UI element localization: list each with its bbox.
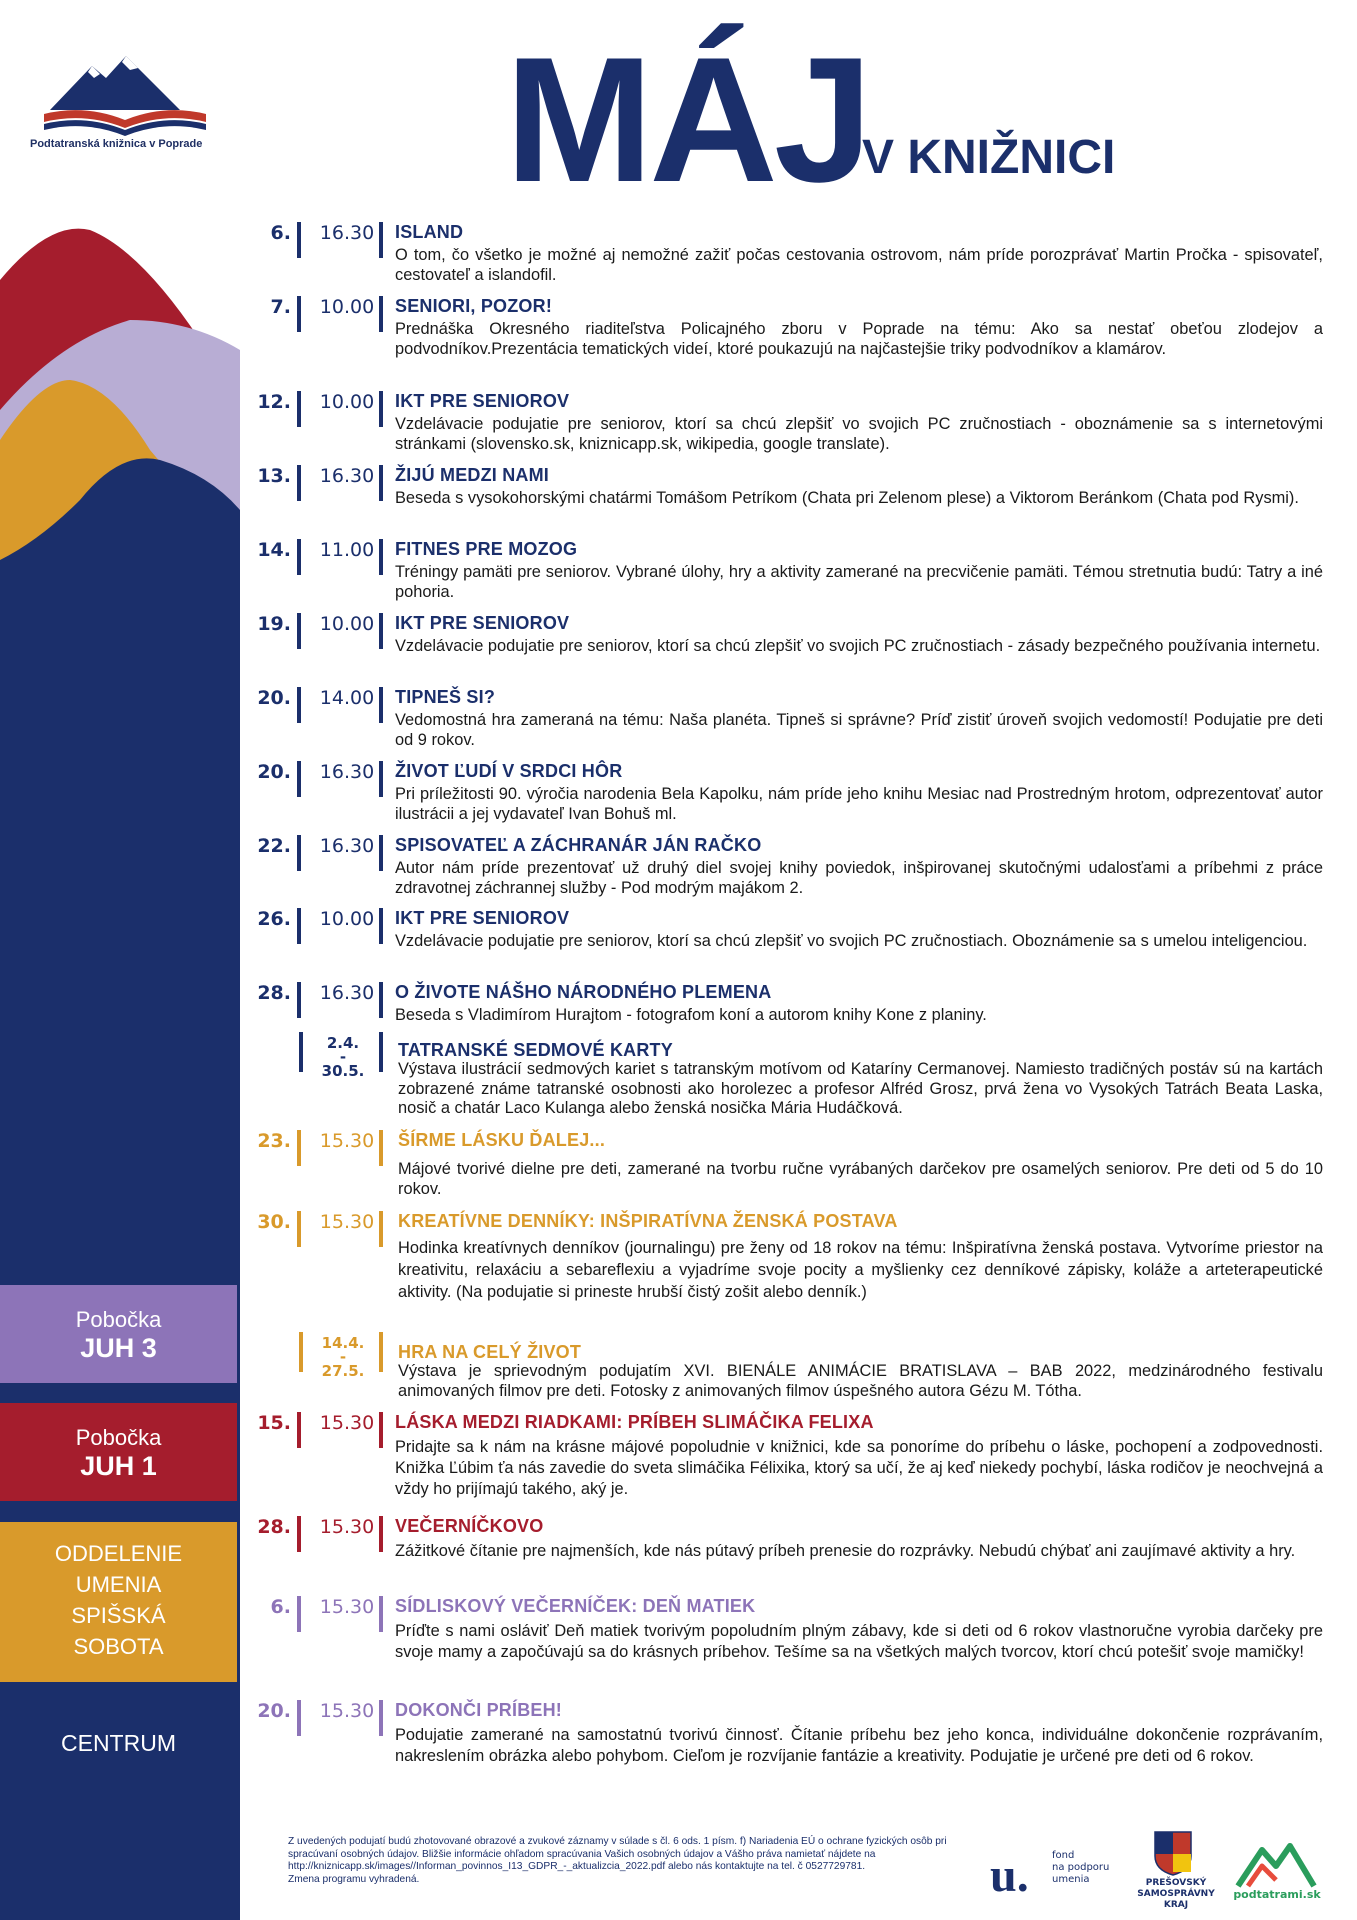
divider <box>297 613 301 649</box>
branch-umenie-line4: SOBOTA <box>73 1634 164 1659</box>
divider <box>297 908 301 944</box>
footer-gdpr-note <box>288 1836 968 1886</box>
divider <box>297 391 301 427</box>
divider <box>379 835 383 871</box>
event-title: SENIORI, POZOR! <box>395 296 553 316</box>
psk-coat-of-arms-icon <box>1153 1830 1193 1876</box>
title-sub: V KNIŽNICI <box>862 131 1116 184</box>
branch-centrum-line1: CENTRUM <box>61 1730 176 1756</box>
event-title: ISLAND <box>395 222 464 242</box>
divider <box>379 908 383 944</box>
event-day: 12. <box>257 391 291 413</box>
range-separator: - <box>339 1348 347 1366</box>
branch-juh1-label <box>0 1403 237 1501</box>
event-time: 16.30 <box>319 222 375 244</box>
divider <box>379 1700 383 1736</box>
event-day: 30. <box>257 1211 291 1233</box>
event-time: 10.00 <box>319 613 375 635</box>
event-title: O ŽIVOTE NÁŠHO NÁRODNÉHO PLEMENA <box>395 982 772 1002</box>
divider <box>379 1032 383 1072</box>
event-title: HRA NA CELÝ ŽIVOT <box>398 1342 582 1362</box>
event-day: 6. <box>270 1596 291 1618</box>
divider <box>297 465 301 501</box>
event-time: 15.30 <box>319 1516 375 1538</box>
event-title: ŠÍRME LÁSKU ĎALEJ... <box>398 1130 606 1150</box>
event-time: 16.30 <box>319 465 375 487</box>
psk-line1: PREŠOVSKÝ <box>1145 1878 1207 1888</box>
event-description: Prednáška Okresného riaditeľstva Policajného zboru v Poprade na tému: Ako sa nestať obeťou zlodejov a podvodníkov.Prezentácia tematických videí, ktoré poukazujú na najčastejšie triky podvodníkov a klamárov. <box>395 320 1323 358</box>
podtatrami-logo-icon <box>1232 1836 1320 1892</box>
branch-juh3-line1: Pobočka <box>75 1307 162 1332</box>
event-time: 14.00 <box>319 687 375 709</box>
divider <box>297 1700 301 1736</box>
divider <box>379 391 383 427</box>
event-description: Beseda s Vladimírom Hurajtom - fotografom koní a autorom knihy Kone z planiny. <box>395 1006 987 1024</box>
divider <box>297 835 301 871</box>
event-description: Vedomostná hra zameraná na tému: Naša planéta. Tipneš si správne? Príď zistiť úroveň svojich vedomostí! Podujatie pre deti od 9 rokov. <box>395 711 1323 749</box>
event-time: 15.30 <box>319 1130 375 1152</box>
event-description: Podujatie zamerané na samostatnú tvorivú činnosť. Čítanie príbehu bez jeho konca, individuálne dokončenie rozprávaním, nakreslením obrázka alebo pohybom. Cieľom je rozvíjanie fantázie a kreativity. Podujatie je určené pre deti od 6 rokov. <box>395 1726 1323 1765</box>
event-title: FITNES PRE MOZOG <box>395 539 578 559</box>
branch-umenie-line3: SPIŠSKÁ <box>71 1603 166 1628</box>
branch-juh3-line2: JUH 3 <box>80 1333 157 1363</box>
range-from: 14.4. <box>321 1334 365 1352</box>
event-time: 10.00 <box>319 391 375 413</box>
event-title: IKT PRE SENIOROV <box>395 613 570 633</box>
branch-centrum-label <box>0 1700 237 1786</box>
event-description: Hodinka kreatívnych denníkov (journalingu) pre ženy od 18 rokov na tému: Inšpiratívna ženská postava. Vytvoríme priestor na kreativitu, relaxáciu a sebareflexiu a vyjadríme svoje pocity a myšlienky cez denníkové zápisky, koláže a arteterapeutické aktivity. (Na podujatie si prineste hrubší čistý zošit alebo denník.) <box>398 1239 1323 1301</box>
event-description: Vzdelávacie podujatie pre seniorov, ktorí sa chcú zlepšiť vo svojich PC zručnostiach - zásady bezpečného používania internetu. <box>395 637 1321 655</box>
divider <box>297 222 301 258</box>
event-title: SPISOVATEĽ A ZÁCHRANÁR JÁN RAČKO <box>395 835 762 855</box>
divider <box>297 539 301 575</box>
event-time: 15.30 <box>319 1211 375 1233</box>
branch-umenie-label <box>0 1522 237 1682</box>
divider <box>379 1412 383 1448</box>
psk-line2: SAMOSPRÁVNY <box>1137 1889 1215 1899</box>
event-day: 26. <box>257 908 291 930</box>
event-description: Zážitkové čítanie pre najmenších, kde nás pútavý príbeh prenesie do rozprávky. Nebudú chýbať ani zaujímavé aktivity a hry. <box>395 1542 1296 1560</box>
fund-line2: na podporu <box>1052 1862 1110 1873</box>
range-to: 27.5. <box>321 1362 365 1380</box>
range-from: 2.4. <box>326 1034 360 1052</box>
event-description: Beseda s vysokohorskými chatármi Tomášom Petríkom (Chata pri Zelenom plese) a Viktorom Beránkom (Chata pod Rysmi). <box>395 489 1299 507</box>
event-title: IKT PRE SENIOROV <box>395 391 570 411</box>
event-title: TATRANSKÉ SEDMOVÉ KARTY <box>398 1040 673 1060</box>
divider <box>379 982 383 1018</box>
event-time: 16.30 <box>319 982 375 1004</box>
divider <box>297 1596 301 1632</box>
divider <box>379 1211 383 1247</box>
event-day: 28. <box>257 1516 291 1538</box>
divider <box>297 1412 301 1448</box>
event-description: Výstava je sprievodným podujatím XVI. BIENÁLE ANIMÁCIE BRATISLAVA – BAB 2022, medzinárodného festivalu animovaných filmov pre deti. Fotosky z animovaných filmov úspešného autora Gézu M. Tótha. <box>398 1362 1323 1400</box>
event-day: 23. <box>257 1130 291 1152</box>
event-day: 20. <box>257 761 291 783</box>
footer-note-text: Z uvedených podujatí budú zhotovované obrazové a zvukové záznamy v súlade s čl. 6 ods. 1 písm. f) Nariadenia EÚ o ochrane fyzických osôb pri spracúvaní osobných údajov. Bližšie informácie ohľadom spracúvania Vašich osobných údajov a Vášho práva namietať nájdete na http://kniznicapp.sk/images//Informan_povinnos_I13_GDPR_-_aktualizcia_2022.pdf alebo nás kontaktujte na tel. č 0527729781. <box>288 1836 947 1872</box>
fund-logo-letter: u. <box>990 1849 1029 1902</box>
divider <box>297 1211 301 1247</box>
divider <box>299 1332 303 1372</box>
divider <box>379 613 383 649</box>
divider <box>379 761 383 797</box>
event-title: ŽIJÚ MEDZI NAMI <box>395 465 549 485</box>
divider <box>379 465 383 501</box>
event-description: Autor nám príde prezentovať už druhý diel svojej knihy poviedok, inšpirovanej skutočnými udalosťami a príbehmi z práce zdravotnej záchrannej služby - Pod modrým majákom 2. <box>395 859 1323 897</box>
divider <box>297 1516 301 1552</box>
branch-juh1-line1: Pobočka <box>75 1425 162 1450</box>
divider <box>379 222 383 258</box>
event-title: SÍDLISKOVÝ VEČERNÍČEK: DEŇ MATIEK <box>395 1596 756 1616</box>
branch-umenie-line2: UMENIA <box>75 1572 162 1597</box>
event-title: IKT PRE SENIOROV <box>395 908 570 928</box>
divider <box>379 687 383 723</box>
divider <box>297 687 301 723</box>
branch-juh3-label <box>0 1285 237 1383</box>
event-description: Vzdelávacie podujatie pre seniorov, ktorí sa chcú zlepšiť vo svojich PC zručnostiach. Oboznámenie sa s umelou inteligenciou. <box>395 932 1308 950</box>
range-to: 30.5. <box>321 1062 365 1080</box>
footer-note-change: Zmena programu vyhradená. <box>288 1873 420 1885</box>
event-description: Tréningy pamäti pre seniorov. Vybrané úlohy, hry a aktivity zamerané na precvičenie pamäti. Témou stretnutia budú: Tatry a iné pohoria. <box>395 563 1323 601</box>
event-day: 20. <box>257 1700 291 1722</box>
fund-line3: umenia <box>1052 1874 1090 1885</box>
event-day: 13. <box>257 465 291 487</box>
event-day: 14. <box>257 539 291 561</box>
event-title: LÁSKA MEDZI RIADKAMI: PRÍBEH SLIMÁČIKA FELIXA <box>395 1412 874 1432</box>
event-day: 20. <box>257 687 291 709</box>
event-title: TIPNEŠ SI? <box>395 687 496 707</box>
event-day: 19. <box>257 613 291 635</box>
event-day: 6. <box>270 222 291 244</box>
event-description: Pri príležitosti 90. výročia narodenia Bela Kapolku, nám príde jeho knihu Mesiac nad Prostredným hrotom, odprezentovať autor ilustrácii a jej vydavateľ Ivan Bohuš ml. <box>395 785 1323 823</box>
branch-umenie-line1: ODDELENIE <box>54 1541 183 1566</box>
event-title: KREATÍVNE DENNÍKY: INŠPIRATÍVNA ŽENSKÁ POSTAVA <box>398 1211 898 1231</box>
event-time: 15.30 <box>319 1412 375 1434</box>
divider <box>297 982 301 1018</box>
event-day: 7. <box>270 296 291 318</box>
event-time: 16.30 <box>319 835 375 857</box>
event-day: 28. <box>257 982 291 1004</box>
event-description: Pridajte sa k nám na krásne májové popoludnie v knižnici, kde sa ponoríme do príbehu o láske, pochopení a zodpovednosti. Knižka Ľúbim ťa nás zavedie do sveta slimáčika Félixika, ktorý sa učí, že aj keď niekedy pochybí, láska rodičov je neochvejná a vždy ho prijímajú takého, aký je. <box>395 1438 1323 1498</box>
fund-logo-text <box>1052 1850 1109 1886</box>
event-description: Príďte s nami osláviť Deň matiek tvorivým popoludním plným zábavy, kde si deti od 6 rokov vlastnoručne vyrobia darčeky pre svoje mamy a započúvajú sa do krásnych príbehov. Tešíme sa na všetkých malých tvorcov, ktorí chcú potešiť svoje mamičky! <box>395 1622 1323 1661</box>
event-description: Májové tvorivé dielne pre deti, zamerané na tvorbu ručne vyrábaných darčekov pre osamelých seniorov. Pre deti od 5 do 10 rokov. <box>398 1160 1323 1198</box>
event-description: Výstava ilustrácií sedmových kariet s tatranským motívom od Kataríny Cermanovej. Namiesto tradičných postáv sú na kartách zobrazené známe tatranské osobnosti ako horolezec a profesor Alfréd Grosz, prvá žena vo Vysokých Tatrách Beata Laska, nosič a chatár Laco Kulanga alebo ženská nosička Mária Hudáčková. <box>398 1060 1323 1117</box>
divider <box>379 1516 383 1552</box>
event-time: 10.00 <box>319 296 375 318</box>
divider <box>379 539 383 575</box>
event-time: 16.30 <box>319 761 375 783</box>
divider <box>379 1332 383 1372</box>
event-title: VEČERNÍČKOVO <box>395 1516 544 1536</box>
event-day: 22. <box>257 835 291 857</box>
divider <box>297 1130 301 1166</box>
event-title: ŽIVOT ĽUDÍ V SRDCI HÔR <box>395 761 623 781</box>
podtatrami-logo-text: podtatrami.sk <box>1233 1888 1321 1901</box>
event-time: 10.00 <box>319 908 375 930</box>
event-date-range <box>311 1332 375 1382</box>
event-description: O tom, čo všetko je možné aj nemožné zažiť počas cestovania ostrovom, nám príde porozprávať Martin Pročka - spisovateľ, cestovateľ a islandofil. <box>395 246 1323 284</box>
branch-juh1-line2: JUH 1 <box>80 1451 157 1481</box>
divider <box>299 1032 303 1072</box>
divider <box>379 1130 383 1166</box>
fund-line1: fond <box>1052 1850 1075 1861</box>
event-time: 11.00 <box>319 539 375 561</box>
event-title: DOKONČI PRÍBEH! <box>395 1700 563 1720</box>
library-name: Podtatranská knižnica v Poprade <box>30 138 203 150</box>
event-time: 15.30 <box>319 1700 375 1722</box>
divider <box>379 1596 383 1632</box>
title-main: MÁJ <box>505 20 869 219</box>
divider <box>297 296 301 332</box>
event-description: Vzdelávacie podujatie pre seniorov, ktorí sa chcú zlepšiť vo svojich PC zručnostiach - oboznámenie sa s internetovými stránkami (slovensko.sk, kniznicapp.sk, wikipedia, google translate). <box>395 415 1323 453</box>
event-day: 15. <box>257 1412 291 1434</box>
psk-logo-text <box>1128 1878 1224 1911</box>
range-separator: - <box>339 1048 347 1066</box>
event-date-range <box>311 1032 375 1082</box>
divider <box>297 761 301 797</box>
event-time: 15.30 <box>319 1596 375 1618</box>
divider <box>379 296 383 332</box>
psk-line3: KRAJ <box>1163 1900 1189 1910</box>
